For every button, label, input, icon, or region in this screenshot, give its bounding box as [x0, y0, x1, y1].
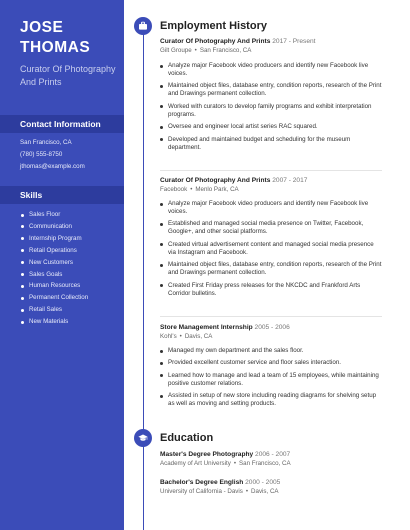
job-bullets — [160, 200, 382, 298]
job-entry — [160, 324, 382, 413]
job-bullet: Worked with curators to develop family programs and exhibit interpretation programs. — [160, 103, 382, 119]
job-bullet: Managed my own department and the sales floor. — [160, 347, 382, 355]
separator-dot: • — [245, 488, 249, 495]
candidate-role: Curator Of Photography And Prints — [20, 64, 116, 87]
job-entry — [160, 177, 382, 302]
contact-email[interactable]: jthomas@example.com — [20, 163, 85, 170]
skill-item: Retail Operations — [20, 245, 88, 257]
job-company: Kohl's — [160, 333, 177, 340]
job-bullet: Learned how to manage and lead a team of 15 employees, while maintaining positive customer relations. — [160, 372, 382, 388]
job-entry — [160, 38, 382, 156]
school-location: San Francisco, CA — [239, 460, 291, 467]
job-company: Gilt Groupe — [160, 47, 192, 54]
job-dates: 2005 - 2006 — [254, 324, 290, 331]
separator-dot: • — [194, 47, 197, 54]
skill-item: Retail Sales — [20, 304, 88, 316]
contact-phone: (780) 555-8750 — [20, 151, 63, 158]
job-bullet: Assisted in setup of new store including reading diagrams for shelving setup as well as moving and setting products. — [160, 392, 382, 408]
degree-name: Master's Degree Photography — [160, 451, 254, 458]
section-divider — [160, 316, 382, 317]
job-bullet: Maintained object files, database entry, condition reports, research of the Print and Drawings permanent collection. — [160, 261, 382, 277]
briefcase-icon — [134, 17, 152, 35]
job-bullet: Developed and maintained budget and scheduling for the museum department. — [160, 136, 382, 152]
job-bullets — [160, 62, 382, 152]
separator-dot: • — [179, 333, 182, 340]
education-entry — [160, 479, 382, 496]
job-bullet: Oversee and engineer local artist series RAC squared. — [160, 123, 382, 131]
section-divider — [160, 170, 382, 171]
school-location: Davis, CA — [251, 488, 279, 495]
education-section-title: Education — [160, 432, 214, 444]
skill-item: Internship Program — [20, 233, 88, 245]
job-title: Store Management Internship — [160, 324, 253, 331]
skill-item: Human Resources — [20, 280, 88, 292]
job-title: Curator Of Photography And Prints — [160, 38, 271, 45]
job-bullet: Established and managed social media presence on Twitter, Facebook, Google+, and other social platforms. — [160, 220, 382, 236]
separator-dot: • — [233, 460, 237, 467]
skills-section-header — [0, 186, 124, 204]
job-company: Facebook — [160, 186, 188, 193]
skills-section-title: Skills — [20, 190, 43, 200]
timeline-line — [143, 32, 144, 530]
job-location: Menlo Park, CA — [195, 186, 239, 193]
job-bullet: Provided excellent customer service and floor sales interaction. — [160, 359, 382, 367]
contact-section-title: Contact Information — [20, 119, 101, 129]
skill-item: Communication — [20, 221, 88, 233]
degree-dates: 2000 - 2005 — [245, 479, 281, 486]
skill-item: Permanent Collection — [20, 292, 88, 304]
job-dates: 2017 - Present — [272, 38, 316, 45]
first-name: JOSE — [20, 19, 64, 36]
school-name: Academy of Art University — [160, 460, 231, 467]
degree-name: Bachelor's Degree English — [160, 479, 244, 486]
last-name: THOMAS — [20, 39, 91, 56]
job-bullet: Created First Friday press releases for the NKCDC and Frankford Arts Corridor bulletins. — [160, 282, 382, 298]
job-bullet: Maintained object files, database entry, condition reports, research of the Print and Drawings permanent collection. — [160, 82, 382, 98]
skill-item: New Customers — [20, 257, 88, 269]
job-bullet: Created virtual advertisement content and managed social media presence via Instagram and Facebook. — [160, 241, 382, 257]
job-bullet: Analyze major Facebook video producers and identify new Facebook live voices. — [160, 62, 382, 78]
job-bullets — [160, 347, 382, 408]
job-location: Davis, CA — [184, 333, 213, 340]
graduation-cap-icon — [134, 429, 152, 447]
skill-item: Sales Goals — [20, 269, 88, 281]
separator-dot: • — [190, 186, 193, 193]
employment-section-title: Employment History — [160, 20, 267, 32]
job-title: Curator Of Photography And Prints — [160, 177, 271, 184]
education-entry — [160, 451, 382, 468]
sidebar — [0, 0, 124, 530]
school-name: University of California - Davis — [160, 488, 243, 495]
candidate-name — [20, 18, 90, 58]
skill-item: Sales Floor — [20, 209, 88, 221]
job-dates: 2007 - 2017 — [272, 177, 308, 184]
job-location: San Francisco, CA — [199, 47, 252, 54]
job-bullet: Analyze major Facebook video producers and identify new Facebook live voices. — [160, 200, 382, 216]
skill-item: New Materials — [20, 316, 88, 328]
contact-location: San Francisco, CA — [20, 139, 72, 146]
skills-list — [20, 209, 88, 328]
degree-dates: 2006 - 2007 — [255, 451, 291, 458]
